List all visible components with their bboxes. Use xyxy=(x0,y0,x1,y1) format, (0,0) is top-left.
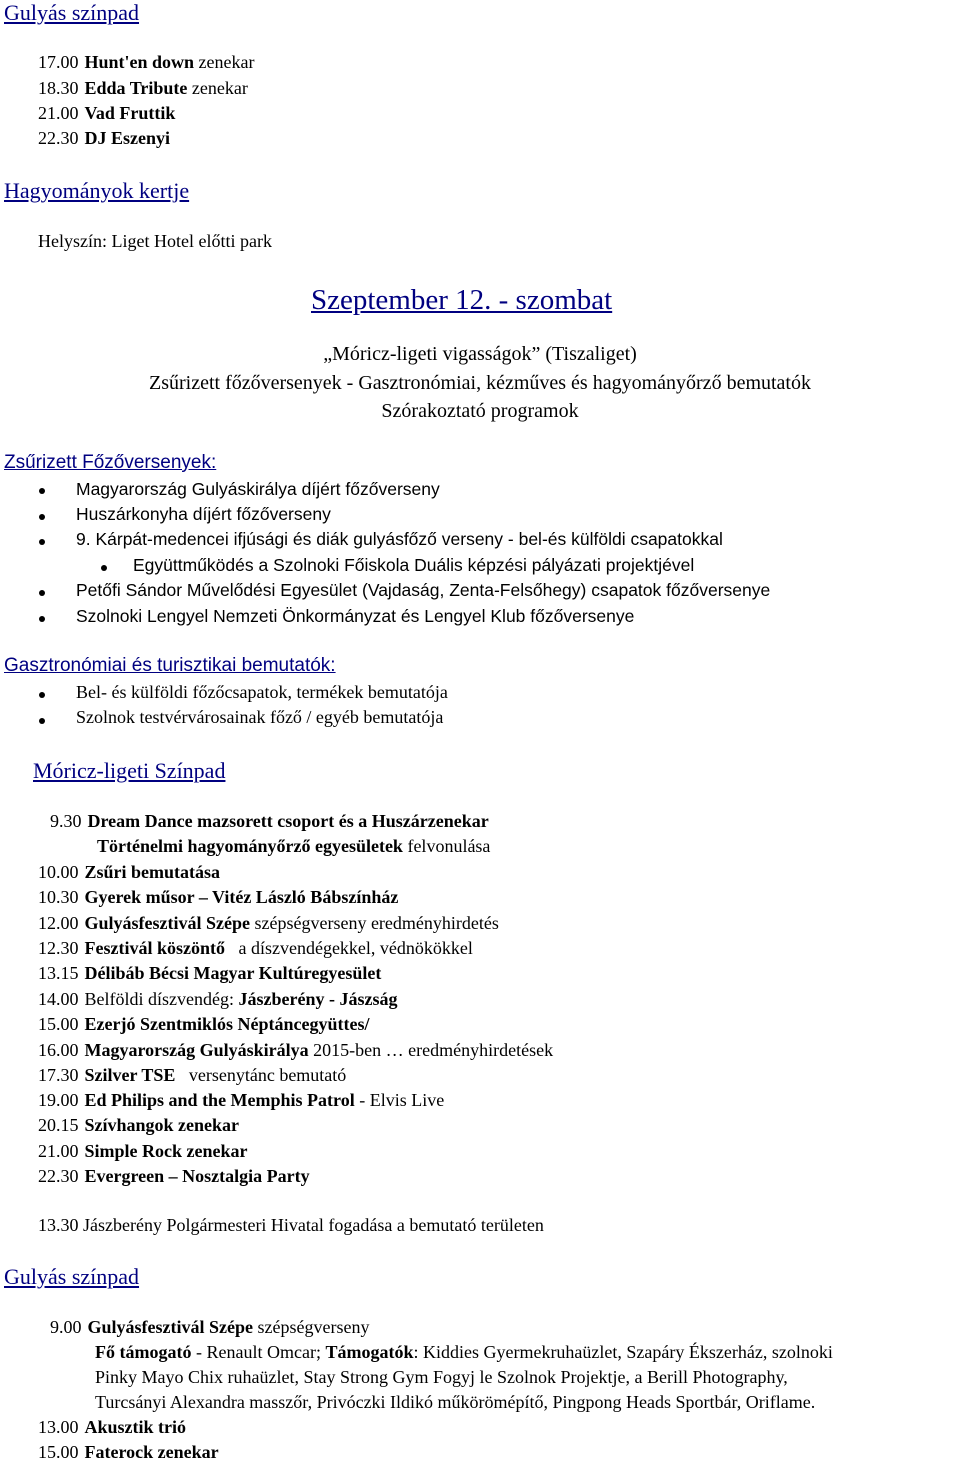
program-line: 22.30 DJ Eszenyi xyxy=(38,128,170,148)
program-line: 10.30 Gyerek műsor – Vitéz László Bábszínház xyxy=(38,887,399,907)
program-line: 10.00 Zsűri bemutatása xyxy=(38,862,221,882)
program-line: 12.00 Gulyásfesztivál Szépe szépségverseny eredményhirdetés xyxy=(38,913,499,933)
cooking-item: Huszárkonyha díjért főzőverseny xyxy=(76,504,331,524)
cooking-heading: Zsűrizett Főzőversenyek: xyxy=(4,452,217,473)
program-line: Történelmi hagyományőrző egyesületek felvonulása xyxy=(97,836,491,856)
bullet-icon xyxy=(39,488,45,494)
reception-line: 13.30 Jászberény Polgármesteri Hivatal fogadása a bemutató területen xyxy=(38,1215,544,1235)
gulyas-stage-heading: Gulyás színpad xyxy=(4,0,140,25)
program-line: 21.00 Simple Rock zenekar xyxy=(38,1141,248,1161)
intro-programs: Szórakoztató programok xyxy=(381,400,579,422)
gastro-item: Szolnok testvérvárosainak főző / egyéb bemutatója xyxy=(76,707,444,727)
bullet-icon xyxy=(39,539,45,545)
moricz-stage-heading: Móricz-ligeti Színpad xyxy=(33,758,226,783)
gulyas-stage-heading-2: Gulyás színpad xyxy=(4,1264,140,1289)
cooking-item: Magyarország Gulyáskirálya díjért főzőverseny xyxy=(76,479,440,499)
program-line: 9.30 Dream Dance mazsorett csoport és a Huszárzenekar xyxy=(50,811,489,831)
bullet-icon xyxy=(39,514,45,520)
sponsor-line: Fő támogató - Renault Omcar; Támogatók: Kiddies Gyermekruhaüzlet, Szapáry Ékszerház, szolnoki xyxy=(95,1342,833,1362)
intro-title: „Móricz-ligeti vigasságok” (Tiszaliget) xyxy=(323,343,637,365)
day-heading: Szeptember 12. - szombat xyxy=(311,284,613,316)
program-line: 13.15 Délibáb Bécsi Magyar Kultúregyesület xyxy=(38,963,382,983)
traditions-garden-heading: Hagyományok kertje xyxy=(4,178,190,203)
program-line: 19.00 Ed Philips and the Memphis Patrol - Elvis Live xyxy=(38,1090,445,1110)
program-line: 22.30 Evergreen – Nosztalgia Party xyxy=(38,1166,310,1186)
cooking-item: 9. Kárpát-medencei ifjúsági és diák gulyásfőző verseny - bel-és külföldi csapatokkal xyxy=(76,529,723,549)
cooking-item: Petőfi Sándor Művelődési Egyesület (Vajdaság, Zenta-Felsőhegy) csapatok főzőversenye xyxy=(76,580,771,600)
intro-subtitle: Zsűrizett főzőversenyek - Gasztronómiai, kézműves és hagyományőrző bemutatók xyxy=(148,372,811,394)
location-text: Helyszín: Liget Hotel előtti park xyxy=(38,231,272,251)
gastro-heading: Gasztronómiai és turisztikai bemutatók: xyxy=(4,655,336,676)
program-line: 18.30 Edda Tribute zenekar xyxy=(38,78,248,98)
program-line: 16.00 Magyarország Gulyáskirálya 2015-ben … eredményhirdetések xyxy=(38,1040,554,1060)
sponsor-line: Pinky Mayo Chix ruhaüzlet, Stay Strong Gym Fogyj le Szolnok Projektje, a Berill Photography, xyxy=(95,1367,788,1387)
gastro-item: Bel- és külföldi főzőcsapatok, termékek bemutatója xyxy=(76,682,448,702)
program-line: 15.00 Ezerjó Szentmiklós Néptáncegyüttes/ xyxy=(38,1014,370,1034)
bullet-icon xyxy=(101,565,107,571)
program-line: 17.00 Hunt'en down zenekar xyxy=(38,52,255,72)
bullet-icon xyxy=(39,692,45,698)
sponsor-line: Turcsányi Alexandra masszőr, Privóczki Ildikó műkörömépítő, Pingpong Heads Sportbár, Oriflame. xyxy=(95,1392,816,1412)
program-line: 13.00 Akusztik trió xyxy=(38,1417,187,1437)
program-line: 14.00 Belföldi díszvendég: Jászberény - Jászság xyxy=(38,989,398,1009)
program-line: 12.30 Fesztivál köszöntő a díszvendégekkel, védnökökkel xyxy=(38,938,473,958)
bullet-icon xyxy=(39,616,45,622)
bullet-icon xyxy=(39,590,45,596)
program-line: 20.15 Szívhangok zenekar xyxy=(38,1115,240,1135)
program-line: 17.30 Szilver TSE versenytánc bemutató xyxy=(38,1065,347,1085)
cooking-subitem: Együttműködés a Szolnoki Főiskola Duális képzési pályázati projektjével xyxy=(133,555,695,575)
program-line: 15.00 Faterock zenekar xyxy=(38,1442,219,1462)
program-line: 21.00 Vad Fruttik xyxy=(38,103,176,123)
program-line: 9.00 Gulyásfesztivál Szépe szépségverseny xyxy=(50,1317,370,1337)
cooking-item: Szolnoki Lengyel Nemzeti Önkormányzat és Lengyel Klub főzőversenye xyxy=(76,606,635,626)
bullet-icon xyxy=(39,718,45,724)
